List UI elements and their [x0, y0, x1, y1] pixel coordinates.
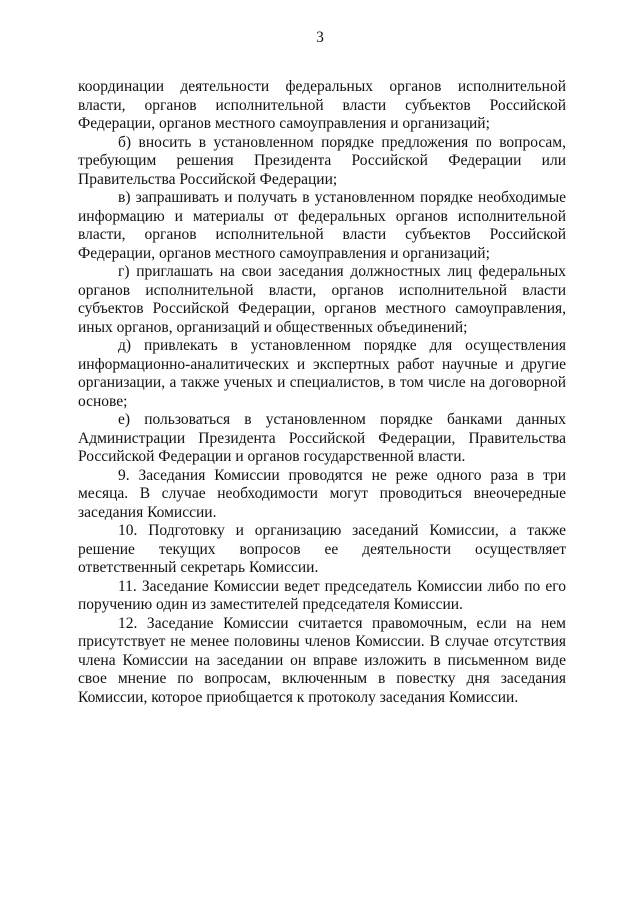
document-body — [78, 78, 566, 707]
paragraph-12: 12. Заседание Комиссии считается правомочным, если на нем присутствует не менее половины членов Комиссии. В случае отсутствия члена Комиссии на заседании он вправе изложить в письменном виде свое мнение по вопросам, включенным в повестку дня заседания Комиссии, которое приобщается к протоколу заседания Комиссии. — [78, 614, 566, 706]
paragraph-item-e: е) пользоваться в установленном порядке банками данных Администрации Президента Российской Федерации, Правительства Российской Федерации и органов государственной власти. — [78, 411, 566, 465]
paragraph-item-d: д) привлекать в установленном порядке для осуществления информационно-аналитических и экспертных работ научные и другие организации, а также ученых и специалистов, в том числе на договорной основе; — [78, 337, 566, 410]
paragraph-9: 9. Заседания Комиссии проводятся не реже одного раза в три месяца. В случае необходимости могут проводиться внеочередные заседания Комиссии. — [78, 466, 566, 521]
paragraph-continuation: координации деятельности федеральных органов исполнительной власти, органов исполнительной власти субъектов Российской Федерации, органов местного самоуправления и организаций; — [78, 78, 566, 132]
paragraph-item-g: г) приглашать на свои заседания должностных лиц федеральных органов исполнительной власти, органов исполнительной власти субъектов Российской Федерации, органов местного самоуправления, иных органов, организаций и общественных объединений; — [78, 263, 566, 336]
paragraph-item-b: б) вносить в установленном порядке предложения по вопросам, требующим решения Президента Российской Федерации или Правительства Российской Федерации; — [78, 133, 566, 188]
page-number: 3 — [316, 29, 324, 46]
paragraph-item-v: в) запрашивать и получать в установленном порядке необходимые информацию и материалы от федеральных органов исполнительной власти, органов исполнительной власти субъектов Российской Федерации, органов местного самоуправления и организаций; — [78, 189, 566, 262]
paragraph-10: 10. Подготовку и организацию заседаний Комиссии, а также решение текущих вопросов ее деятельности осуществляет ответственный секретарь Комиссии. — [78, 522, 566, 576]
paragraph-11: 11. Заседание Комиссии ведет председатель Комиссии либо по его поручению один из заместителей председателя Комиссии. — [78, 577, 566, 613]
